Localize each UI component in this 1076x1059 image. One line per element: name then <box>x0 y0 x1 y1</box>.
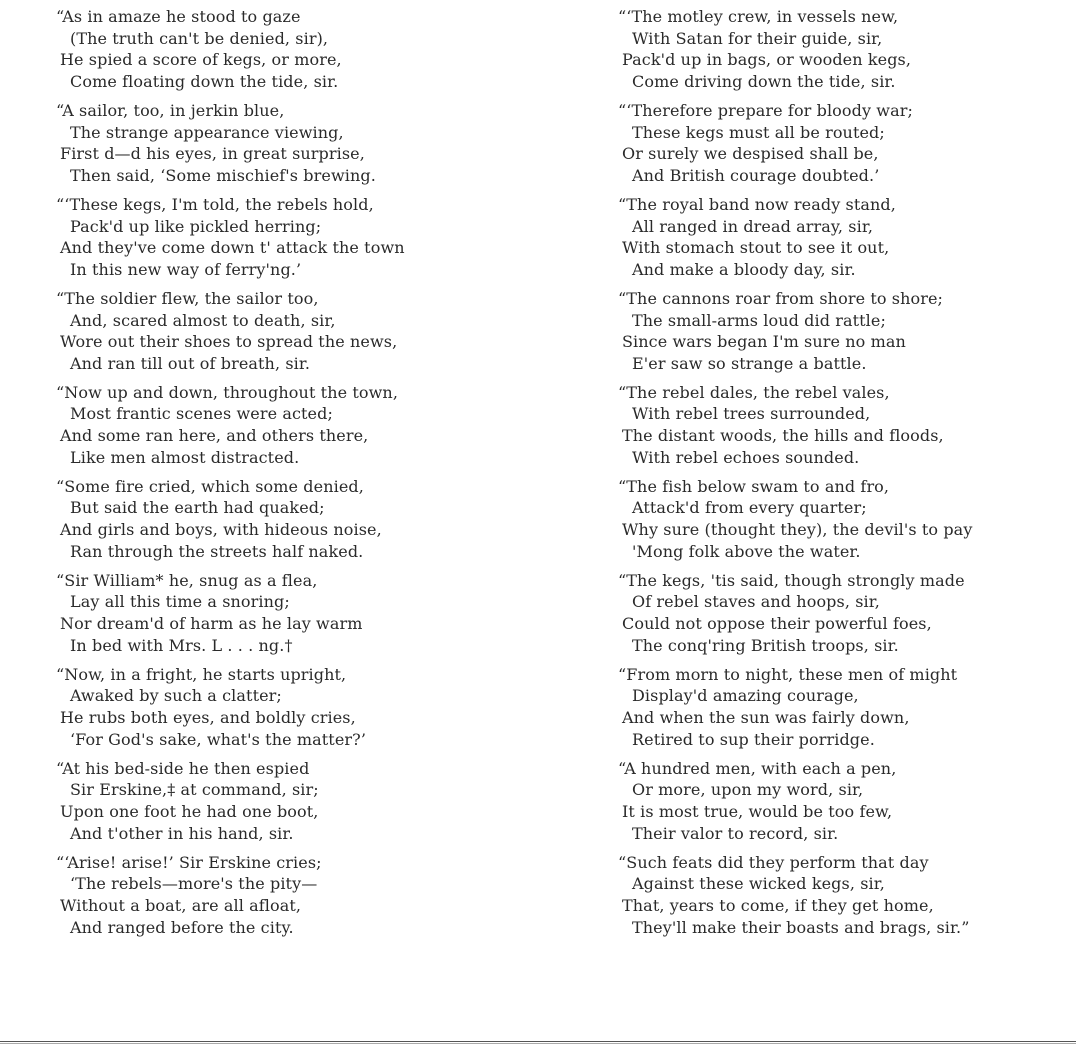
verse-line: And make a bloody day, sir. <box>632 259 856 279</box>
verse-line: 'Mong folk above the water. <box>632 541 861 561</box>
verse-line: Pack'd up like pickled herring; <box>70 216 322 236</box>
verse-line: With rebel echoes sounded. <box>632 447 860 467</box>
verse-line: Then said, ‘Some mischief's brewing. <box>70 165 376 185</box>
stanza <box>618 6 1076 92</box>
verse-line: Could not oppose their powerful foes, <box>622 614 932 633</box>
verse-line: “A hundred men, with each a pen, <box>618 758 897 778</box>
stanza <box>56 6 526 92</box>
verse-line: “The royal band now ready stand, <box>618 194 896 214</box>
verse-line: “The kegs, 'tis said, though strongly made <box>618 570 965 590</box>
verse-line: Upon one foot he had one boot, <box>60 801 319 821</box>
verse-line: “A sailor, too, in jerkin blue, <box>56 100 285 120</box>
verse-line: “Such feats did they perform that day <box>618 852 929 872</box>
left-column <box>56 6 526 946</box>
verse-line: He spied a score of kegs, or more, <box>60 50 342 70</box>
verse-line: But said the earth had quaked; <box>70 498 325 518</box>
right-column <box>618 6 1076 946</box>
stanza <box>618 100 1076 186</box>
verse-line: Since wars began I'm sure no man <box>622 332 906 352</box>
stanza <box>618 852 1076 938</box>
verse-line: Pack'd up in bags, or wooden kegs, <box>622 50 912 70</box>
verse-line: “The fish below swam to and fro, <box>618 476 890 496</box>
verse-line: Wore out their shoes to spread the news, <box>60 332 398 352</box>
verse-line: The small-arms loud did rattle; <box>632 310 886 330</box>
verse-line: He rubs both eyes, and boldly cries, <box>60 707 356 727</box>
verse-line: “At his bed-side he then espied <box>56 758 310 778</box>
verse-line: And British courage doubted.’ <box>632 165 880 185</box>
verse-line: And some ran here, and others there, <box>60 426 369 446</box>
verse-line: With Satan for their guide, sir, <box>632 28 883 48</box>
verse-line: In bed with Mrs. L . . . ng.† <box>70 635 293 655</box>
verse-line: Most frantic scenes were acted; <box>70 404 333 424</box>
verse-line: It is most true, would be too few, <box>622 801 893 821</box>
verse-line: Awaked by such a clatter; <box>70 686 282 706</box>
verse-line: They'll make their boasts and brags, sir.” <box>632 917 970 937</box>
stanza <box>618 382 1076 468</box>
verse-line: Why sure (thought they), the devil's to pay <box>622 520 973 540</box>
verse-line: Lay all this time a snoring; <box>70 592 290 612</box>
verse-line: Of rebel staves and hoops, sir, <box>632 592 880 612</box>
verse-line: “The cannons roar from shore to shore; <box>618 288 944 308</box>
stanza <box>618 664 1076 750</box>
verse-line: “The soldier flew, the sailor too, <box>56 288 319 308</box>
verse-line: That, years to come, if they get home, <box>622 895 934 915</box>
verse-line: Sir Erskine,‡ at command, sir; <box>70 780 319 800</box>
verse-line: “‘Therefore prepare for bloody war; <box>618 100 913 120</box>
verse-line: (The truth can't be denied, sir), <box>70 28 329 48</box>
verse-line: And they've come down t' attack the town <box>60 238 405 258</box>
stanza <box>618 476 1076 562</box>
verse-line: In this new way of ferry'ng.’ <box>70 259 302 279</box>
verse-line: Come driving down the tide, sir. <box>632 71 896 91</box>
verse-line: Retired to sup their porridge. <box>632 729 875 749</box>
verse-line: Or surely we despised shall be, <box>622 144 879 164</box>
verse-line: “As in amaze he stood to gaze <box>56 7 301 26</box>
verse-line: E'er saw so strange a battle. <box>632 353 867 373</box>
stanza <box>56 664 526 750</box>
stanza <box>56 758 526 844</box>
stanza <box>56 194 526 280</box>
stanza <box>56 570 526 656</box>
verse-line: With rebel trees surrounded, <box>632 404 871 424</box>
verse-line: Their valor to record, sir. <box>632 823 839 843</box>
verse-line: And ranged before the city. <box>70 917 294 937</box>
verse-line: “‘These kegs, I'm told, the rebels hold, <box>56 194 374 214</box>
verse-line: “The rebel dales, the rebel vales, <box>618 382 890 402</box>
verse-line: ‘For God's sake, what's the matter?’ <box>70 729 367 749</box>
verse-line: The strange appearance viewing, <box>70 122 344 142</box>
stanza <box>56 476 526 562</box>
stanza <box>618 288 1076 374</box>
verse-line: First d—d his eyes, in great surprise, <box>60 144 365 164</box>
verse-line: All ranged in dread array, sir, <box>632 216 874 236</box>
bottom-rule-shadow <box>0 1043 1076 1044</box>
verse-line: Ran through the streets half naked. <box>70 541 364 561</box>
verse-line: Without a boat, are all afloat, <box>60 895 302 915</box>
verse-line: Like men almost distracted. <box>70 447 300 467</box>
verse-line: “Some fire cried, which some denied, <box>56 476 364 496</box>
verse-line: The conq'ring British troops, sir. <box>632 635 899 655</box>
verse-line: Or more, upon my word, sir, <box>632 780 864 800</box>
verse-line: “Sir William* he, snug as a flea, <box>56 570 318 590</box>
verse-line: Nor dream'd of harm as he lay warm <box>60 614 363 633</box>
verse-line: ‘The rebels—more's the pity— <box>70 874 318 894</box>
verse-line: “‘The motley crew, in vessels new, <box>618 7 899 26</box>
stanza <box>618 758 1076 844</box>
verse-line: With stomach stout to see it out, <box>622 238 890 258</box>
stanza <box>56 288 526 374</box>
stanza <box>56 100 526 186</box>
verse-line: Attack'd from every quarter; <box>632 498 867 518</box>
stanza <box>56 852 526 938</box>
verse-line: “From morn to night, these men of might <box>618 664 958 684</box>
verse-line: Come floating down the tide, sir. <box>70 71 339 91</box>
verse-line: The distant woods, the hills and floods, <box>622 426 944 446</box>
verse-line: These kegs must all be routed; <box>632 122 885 142</box>
verse-line: “Now up and down, throughout the town, <box>56 382 399 402</box>
verse-line: Against these wicked kegs, sir, <box>632 874 885 894</box>
verse-line: “‘Arise! arise!’ Sir Erskine cries; <box>56 852 322 872</box>
stanza <box>618 570 1076 656</box>
stanza <box>56 382 526 468</box>
verse-line: And, scared almost to death, sir, <box>70 310 336 330</box>
stanza <box>618 194 1076 280</box>
bottom-rule <box>0 1041 1076 1042</box>
verse-line: And when the sun was fairly down, <box>622 707 910 727</box>
verse-line: And t'other in his hand, sir. <box>70 823 294 843</box>
verse-line: “Now, in a fright, he starts upright, <box>56 664 347 684</box>
verse-line: Display'd amazing courage, <box>632 686 859 706</box>
verse-line: And girls and boys, with hideous noise, <box>60 520 382 540</box>
verse-line: And ran till out of breath, sir. <box>70 353 311 373</box>
